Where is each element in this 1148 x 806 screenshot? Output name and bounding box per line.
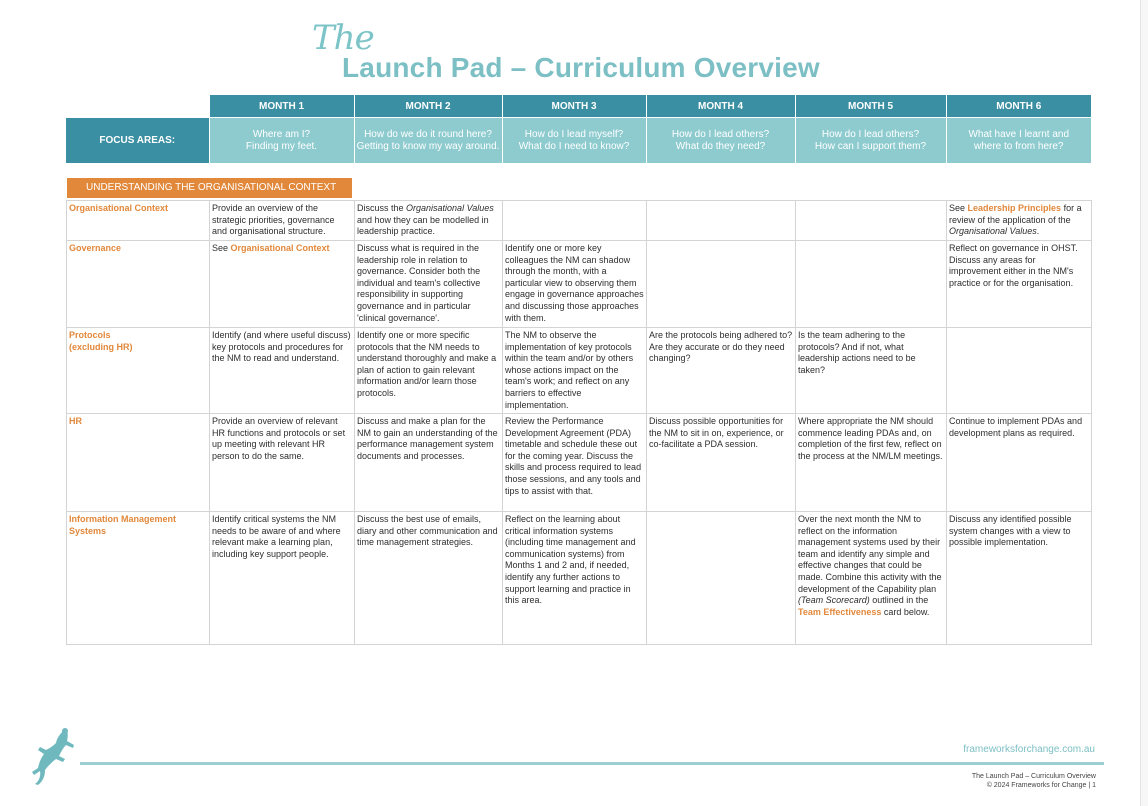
leadership-principles-link[interactable]: Leadership Principles xyxy=(967,203,1062,213)
curriculum-table xyxy=(66,200,1092,645)
table-cell: Discuss the best use of emails, diary and other communication and time management strategies. xyxy=(355,512,503,645)
table-cell: Identify one or more key colleagues the NM can shadow through the month, with a particular view to observing them engage in governance approaches and discussing those approaches with them. xyxy=(503,241,647,328)
table-cell xyxy=(647,512,796,645)
section-title: UNDERSTANDING THE ORGANISATIONAL CONTEXT xyxy=(67,178,352,198)
table-cell xyxy=(647,201,796,241)
row-label-governance: Governance xyxy=(67,241,210,328)
table-cell: Reflect on governance in OHST. Discuss any areas for improvement either in the NM's practice or for the organisation. xyxy=(947,241,1092,328)
table-cell xyxy=(947,328,1092,414)
month-3-header: MONTH 3 xyxy=(502,95,646,118)
month-6-header: MONTH 6 xyxy=(946,95,1091,118)
table-cell: Continue to implement PDAs and development plans as required. xyxy=(947,414,1092,512)
table-cell xyxy=(796,201,947,241)
table-cell: Where appropriate the NM should commence leading PDAs and, on completion of the first few, reflect on the process at the NM/LM meetings. xyxy=(796,414,947,512)
table-row xyxy=(67,241,1092,328)
header-corner xyxy=(66,95,209,118)
table-cell: Identify critical systems the NM needs to be aware of and where relevant make a learning plan, including key support people. xyxy=(210,512,355,645)
table-cell: Discuss any identified possible system changes with a view to possible implementation. xyxy=(947,512,1092,645)
footer-url[interactable]: frameworksforchange.com.au xyxy=(963,744,1095,755)
table-row xyxy=(67,414,1092,512)
month-5-header: MONTH 5 xyxy=(795,95,946,118)
table-cell xyxy=(796,241,947,328)
row-label-organisational-context: Organisational Context xyxy=(67,201,210,241)
row-label-protocols: Protocols (excluding HR) xyxy=(67,328,210,414)
lizard-logo-icon xyxy=(26,726,80,786)
focus-month-4: How do I lead others? What do they need? xyxy=(646,118,795,164)
row-label-information-management: Information Management Systems xyxy=(67,512,210,645)
table-row xyxy=(67,328,1092,414)
row-label-hr: HR xyxy=(67,414,210,512)
table-cell: Provide an overview of relevant HR functions and protocols or set up meeting with relevant HR person to do the same. xyxy=(210,414,355,512)
focus-month-3: How do I lead myself? What do I need to know? xyxy=(502,118,646,164)
table-row xyxy=(67,512,1092,645)
organisational-context-link[interactable]: Organisational Context xyxy=(230,243,330,253)
month-4-header: MONTH 4 xyxy=(646,95,795,118)
footer-doc-name: The Launch Pad – Curriculum Overview xyxy=(971,773,1096,780)
focus-month-6: What have I learnt and where to from here? xyxy=(946,118,1091,164)
table-cell: Discuss the Organisational Values and how they can be modelled in leadership practice. xyxy=(355,201,503,241)
focus-month-2: How do we do it round here? Getting to know my way around. xyxy=(354,118,502,164)
focus-month-1: Where am I? Finding my feet. xyxy=(209,118,354,164)
page-title: Launch Pad – Curriculum Overview xyxy=(342,52,820,83)
month-1-header: MONTH 1 xyxy=(209,95,354,118)
table-cell: Review the Performance Development Agreement (PDA) timetable and schedule these out for the coming year. Discuss the skills and process required to lead those sessions, and any tools and tips to assist with that. xyxy=(503,414,647,512)
table-cell: See Leadership Principles for a review of the application of the Organisational Values. xyxy=(947,201,1092,241)
table-cell: Over the next month the NM to reflect on the information management systems used by their team and identify any simple and effective changes that could be made. Combine this activity with the development of the Capability plan (Team Scorecard) outlined in the Team Effectiveness card below. xyxy=(796,512,947,645)
table-cell: Identify (and where useful discuss) key protocols and procedures for the NM to read and understand. xyxy=(210,328,355,414)
footer-copyright: © 2024 Frameworks for Change | 1 xyxy=(986,782,1096,789)
table-cell: Are the protocols being adhered to? Are they accurate or do they need changing? xyxy=(647,328,796,414)
table-cell: Reflect on the learning about critical information systems (including time management and communication systems) from Months 1 and 2 and, if needed, identify any further actions to support learning and practice in this area. xyxy=(503,512,647,645)
table-cell: Is the team adhering to the protocols? And if not, what leadership actions need to be taken? xyxy=(796,328,947,414)
month-2-header: MONTH 2 xyxy=(354,95,502,118)
footer-divider xyxy=(80,762,1104,765)
title-prefix: The xyxy=(312,18,374,58)
table-cell: Provide an overview of the strategic priorities, governance and organisational structure. xyxy=(210,201,355,241)
table-cell: Discuss possible opportunities for the NM to sit in on, experience, or co-facilitate a PDA session. xyxy=(647,414,796,512)
table-cell: Discuss and make a plan for the NM to gain an understanding of the performance management system documents and processes. xyxy=(355,414,503,512)
footer-meta xyxy=(972,772,1096,790)
team-effectiveness-link[interactable]: Team Effectiveness xyxy=(798,606,882,617)
focus-areas-label: FOCUS AREAS: xyxy=(66,118,209,164)
table-cell: Identify one or more specific protocols that the NM needs to understand thoroughly and make a plan of action to gain relevant information and/or learn those protocols. xyxy=(355,328,503,414)
table-cell xyxy=(647,241,796,328)
month-header-table xyxy=(66,95,1091,163)
table-row xyxy=(67,201,1092,241)
table-cell xyxy=(503,201,647,241)
table-cell: See Organisational Context xyxy=(210,241,355,328)
focus-month-5: How do I lead others? How can I support them? xyxy=(795,118,946,164)
table-cell: The NM to observe the implementation of key protocols within the team and/or by others whose actions impact on the team's work; and reflect on any barriers to effective implementation. xyxy=(503,328,647,414)
table-cell: Discuss what is required in the leadership role in relation to governance. Consider both the individual and team's collective responsibility in supporting governance and in particular 'clinical governance'. xyxy=(355,241,503,328)
